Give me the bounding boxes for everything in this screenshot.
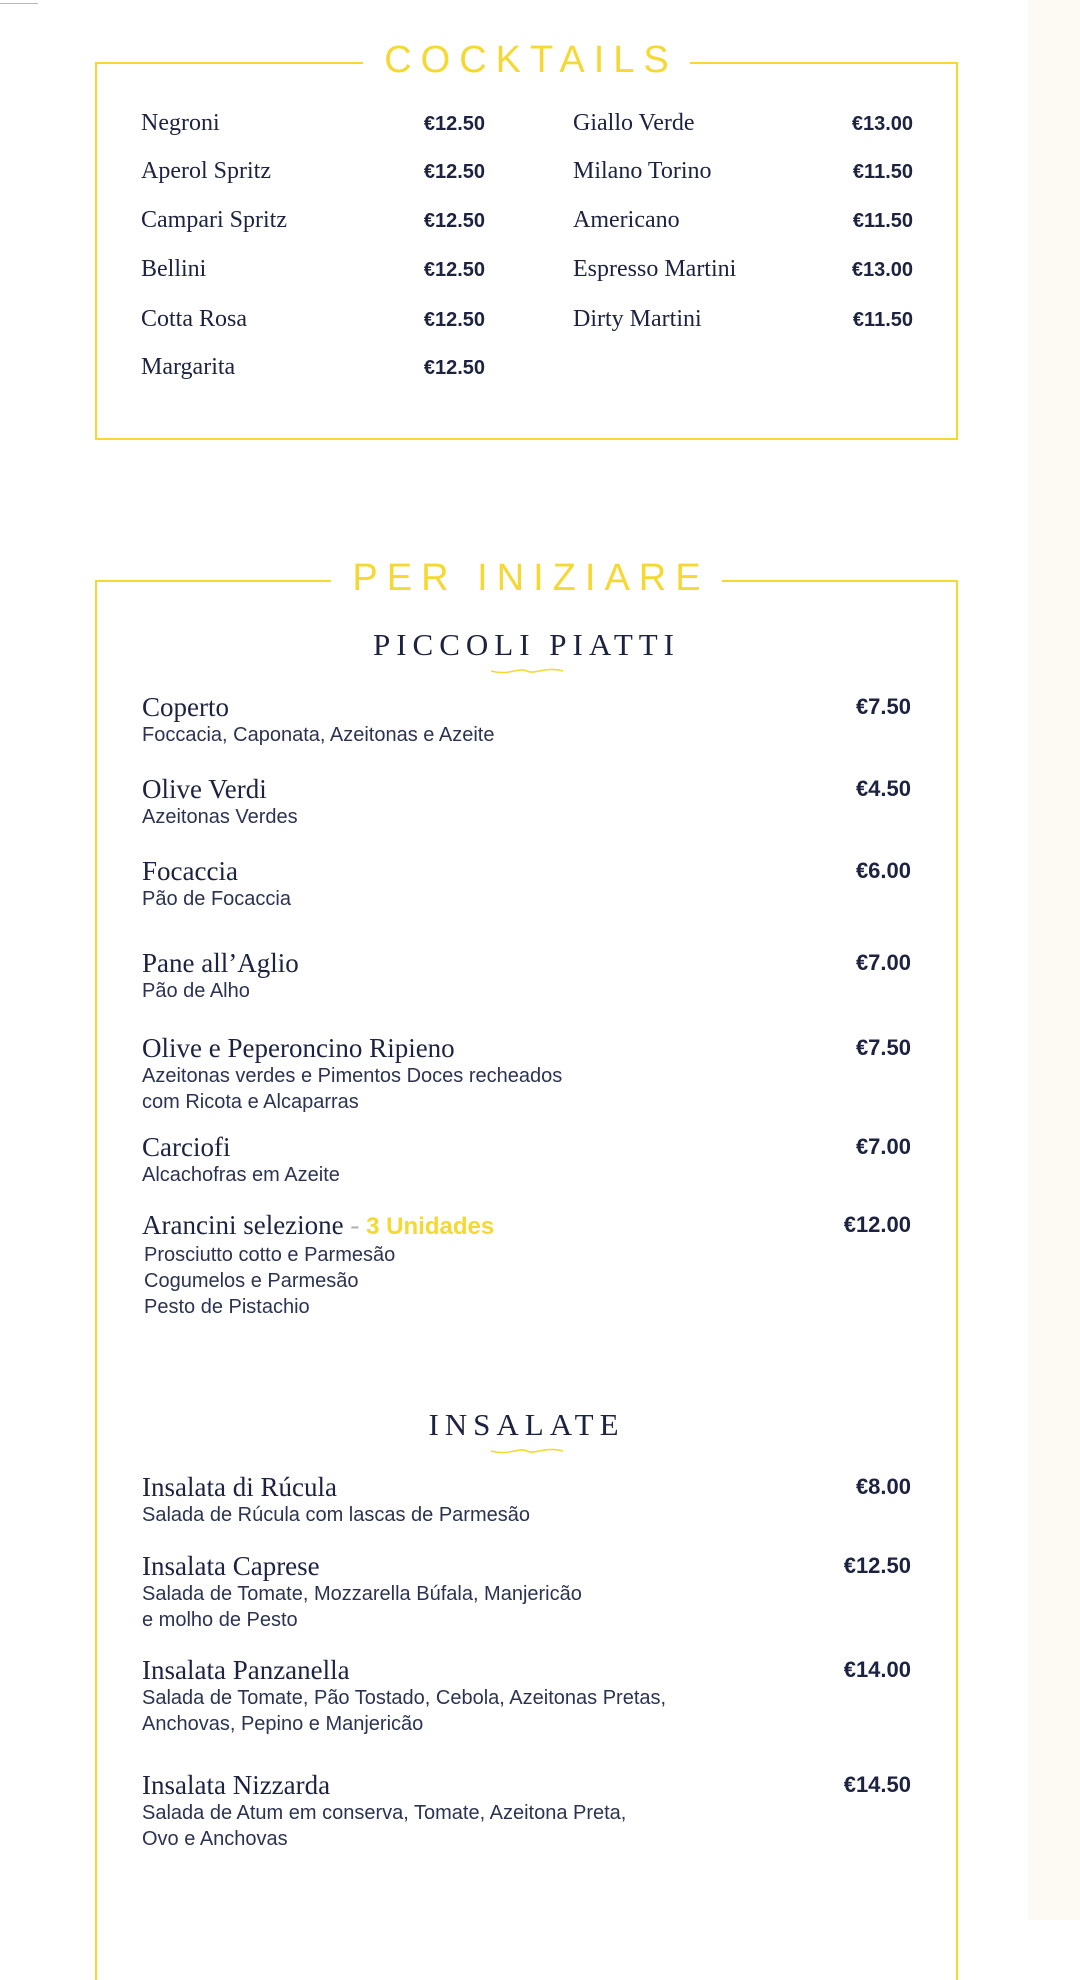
dish-description — [144, 1242, 395, 1320]
dish-name: Insalata Panzanella — [142, 1655, 350, 1685]
dish-name: Carciofi — [142, 1132, 231, 1162]
cocktail-name: Bellini — [141, 256, 207, 282]
cocktail-name: Margarita — [141, 354, 236, 380]
cocktail-price: €12.50 — [423, 113, 485, 135]
dish-description-line: Cogumelos e Parmesão — [144, 1270, 359, 1292]
dish-price: €14.50 — [843, 1772, 911, 1797]
dish-description-line: Ovo e Anchovas — [142, 1828, 288, 1850]
dish-description-line: Salada de Tomate, Mozzarella Búfala, Manjericão — [142, 1583, 582, 1605]
dish-price: €7.50 — [855, 1035, 911, 1060]
dish-quantity-highlight: 3 Unidades — [366, 1213, 495, 1240]
iniziare-title: PER INIZIARE — [331, 559, 721, 597]
cocktail-price: €12.50 — [423, 210, 485, 232]
squiggle-ornament-icon — [489, 1445, 565, 1457]
dish-price: €7.50 — [855, 694, 911, 719]
dish-name: Olive Verdi — [142, 774, 267, 804]
dish-name: Insalata Caprese — [142, 1551, 320, 1581]
dish-name: Focaccia — [142, 856, 238, 886]
dish-description — [142, 886, 291, 912]
cocktail-price: €11.50 — [852, 210, 913, 232]
cocktail-price: €13.00 — [851, 113, 913, 135]
dish-description — [142, 978, 250, 1004]
cocktail-price: €13.00 — [851, 259, 913, 281]
corner-divider — [0, 3, 38, 4]
dish-description-line: Salada de Tomate, Pão Tostado, Cebola, Azeitonas Pretas, — [142, 1687, 667, 1709]
dish-name-arancini — [142, 1212, 494, 1239]
dish-description-line: Azeitonas Verdes — [142, 806, 298, 828]
cocktail-name: Campari Spritz — [141, 207, 287, 233]
dish-description-line: Azeitonas verdes e Pimentos Doces recheados — [142, 1065, 563, 1087]
cocktail-price: €12.50 — [423, 161, 485, 183]
dish-price: €6.00 — [855, 858, 911, 883]
cocktail-name: Milano Torino — [573, 158, 712, 184]
dish-name: Insalata Nizzarda — [142, 1770, 331, 1800]
cocktail-name: Aperol Spritz — [141, 158, 271, 184]
iniziare-title-wrap — [97, 559, 956, 597]
dish-description-line: Pão de Focaccia — [142, 888, 291, 910]
insalate-heading: INSALATE — [428, 1407, 625, 1442]
dish-description-line: com Ricota e Alcaparras — [142, 1091, 359, 1113]
squiggle-ornament-icon — [489, 665, 565, 677]
right-background-strip — [1028, 0, 1080, 1920]
dish-description-line: Foccacia, Caponata, Azeitonas e Azeite — [142, 724, 495, 746]
dish-description — [142, 1063, 562, 1115]
dish-description — [142, 1502, 530, 1528]
dish-name: Insalata di Rúcula — [142, 1472, 337, 1502]
iniziare-section — [95, 557, 958, 1980]
cocktail-name: Cotta Rosa — [141, 306, 247, 332]
dish-description-line: Anchovas, Pepino e Manjericão — [142, 1713, 424, 1735]
dish-description-line: Pão de Alho — [142, 980, 250, 1002]
dish-price: €4.50 — [855, 776, 911, 801]
dish-price: €8.00 — [855, 1474, 911, 1499]
dish-description — [142, 1581, 582, 1633]
cocktails-title-wrap — [97, 41, 956, 79]
dish-price: €12.50 — [843, 1553, 911, 1578]
dish-description-line: Pesto de Pistachio — [144, 1296, 310, 1318]
dish-price: €12.00 — [843, 1212, 911, 1237]
dish-name: Olive e Peperoncino Ripieno — [142, 1033, 455, 1063]
dish-description — [142, 1800, 626, 1852]
dish-name-separator: - — [350, 1210, 360, 1240]
cocktail-name: Dirty Martini — [573, 306, 702, 332]
cocktails-title: COCKTAILS — [363, 41, 690, 79]
cocktail-price: €12.50 — [423, 357, 485, 379]
cocktails-section — [95, 39, 958, 440]
piccoli-piatti-heading: PICCOLI PIATTI — [372, 627, 681, 662]
dish-description-line: Prosciutto cotto e Parmesão — [144, 1244, 396, 1266]
dish-description-line: e molho de Pesto — [142, 1609, 298, 1631]
dish-description-line: Salada de Rúcula com lascas de Parmesão — [142, 1504, 530, 1526]
dish-description-line: Salada de Atum em conserva, Tomate, Azeitona Preta, — [142, 1802, 627, 1824]
dish-description — [142, 722, 494, 748]
dish-name: Coperto — [142, 692, 229, 722]
dish-name-text: Arancini selezione — [142, 1210, 344, 1240]
cocktail-price: €12.50 — [423, 259, 485, 281]
cocktail-name: Americano — [573, 207, 680, 233]
dish-description — [142, 1162, 340, 1188]
dish-price: €7.00 — [855, 1134, 911, 1159]
cocktail-price: €11.50 — [852, 161, 913, 183]
dish-name: Pane all’Aglio — [142, 948, 299, 978]
cocktail-price: €11.50 — [852, 309, 913, 331]
cocktail-name: Negroni — [141, 110, 220, 136]
cocktail-name: Giallo Verde — [573, 110, 695, 136]
cocktail-name: Espresso Martini — [573, 256, 737, 282]
dish-description-line: Alcachofras em Azeite — [142, 1164, 340, 1186]
dish-price: €7.00 — [855, 950, 911, 975]
dish-description — [142, 1685, 666, 1737]
cocktail-price: €12.50 — [423, 309, 485, 331]
dish-description — [142, 804, 298, 830]
dish-price: €14.00 — [843, 1657, 911, 1682]
